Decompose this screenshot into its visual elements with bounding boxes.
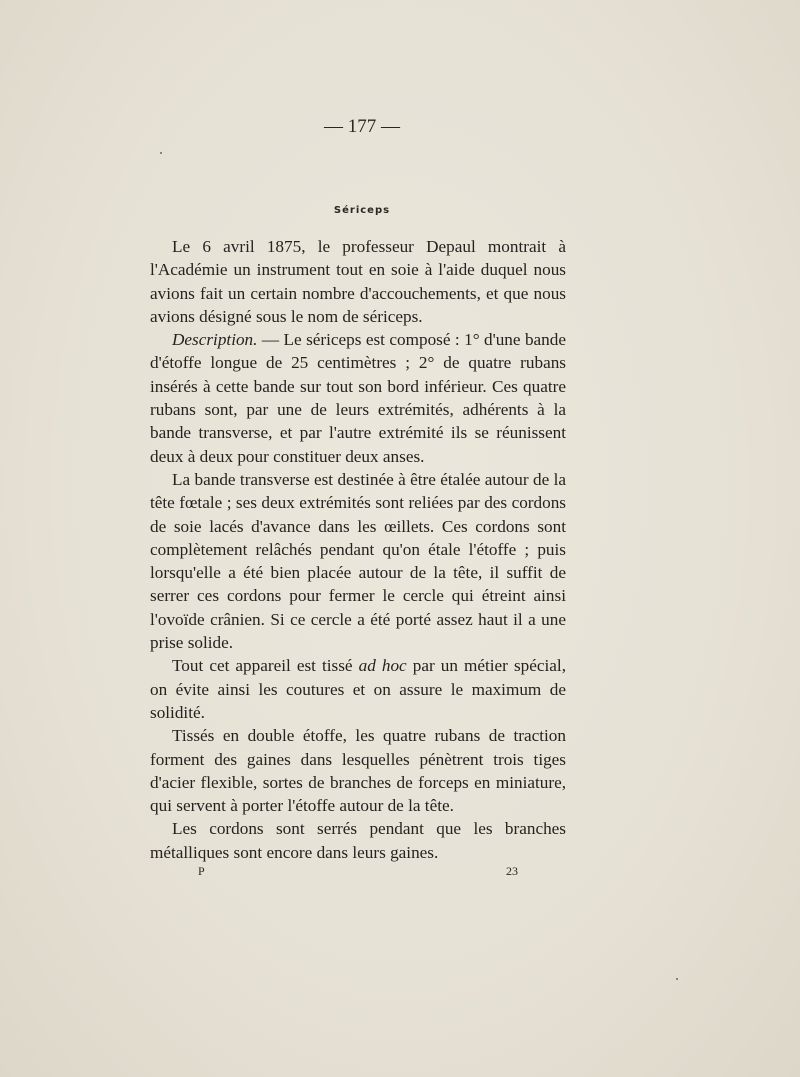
paper-speck xyxy=(676,978,678,980)
paragraph-italic-phrase: ad hoc xyxy=(358,656,407,676)
paragraph xyxy=(150,817,566,864)
signature-letter: P xyxy=(198,864,205,878)
paragraph xyxy=(150,468,566,654)
paragraph-text: Le 6 avril 1875, le professeur Depaul montrait à l'Académie un instrument tout en soie à l'aide duquel nous avions fait un certain nombre d'accouchements, et que nous avions désigné sous le nom de sériceps. xyxy=(150,237,566,326)
paper-speck xyxy=(160,152,162,154)
paragraph-text: — Le sériceps est composé : 1° d'une bande d'étoffe longue de 25 centimètres ; 2° de quatre rubans insérés à cette bande sur tout son bord inférieur. Ces quatre rubans sont, par une de leurs extrémités, adhérents à la bande transverse, et par l'autre extrémité ils se réunissent deux à deux pour constituer deux anses. xyxy=(150,330,566,466)
paragraph-text: Les cordons sont serrés pendant que les branches métalliques sont encore dans leurs gaines. xyxy=(150,819,566,862)
paragraph-italic-lead: Description. xyxy=(172,330,258,350)
paragraph-text: La bande transverse est destinée à être étalée autour de la tête fœtale ; ses deux extrémités sont reliées par des cordons de soie lacés d'avance dans les œillets. Ces cordons sont complètement relâchés pendant qu'on étale l'étoffe ; puis lorsqu'elle a été bien placée autour de la tête, il suffit de serrer ces cordons pour fermer le cercle qui étreint ainsi l'ovoïde crânien. Si ce cercle a été porté assez haut il a une prise solide. xyxy=(150,469,566,653)
paragraph xyxy=(150,328,566,468)
paragraph-text-before: Tout cet appareil est tissé xyxy=(172,656,359,676)
body-text xyxy=(150,235,566,864)
signature-number: 23 xyxy=(506,864,518,878)
paragraph xyxy=(150,235,566,328)
paragraph-text: Tissés en double étoffe, les quatre rubans de traction forment des gaines dans lesquelles pénètrent trois tiges d'acier flexible, sortes de branches de forceps en miniature, qui servent à porter l'étoffe autour de la tête. xyxy=(150,726,566,816)
section-title: Sériceps xyxy=(333,205,391,216)
paragraph xyxy=(150,724,566,817)
page-number: — 177 — xyxy=(324,116,400,137)
paragraph xyxy=(150,654,566,724)
paragraph-text-after: par un métier spécial, on évite ainsi les coutures et on assure le maximum de solidité. xyxy=(150,656,566,722)
